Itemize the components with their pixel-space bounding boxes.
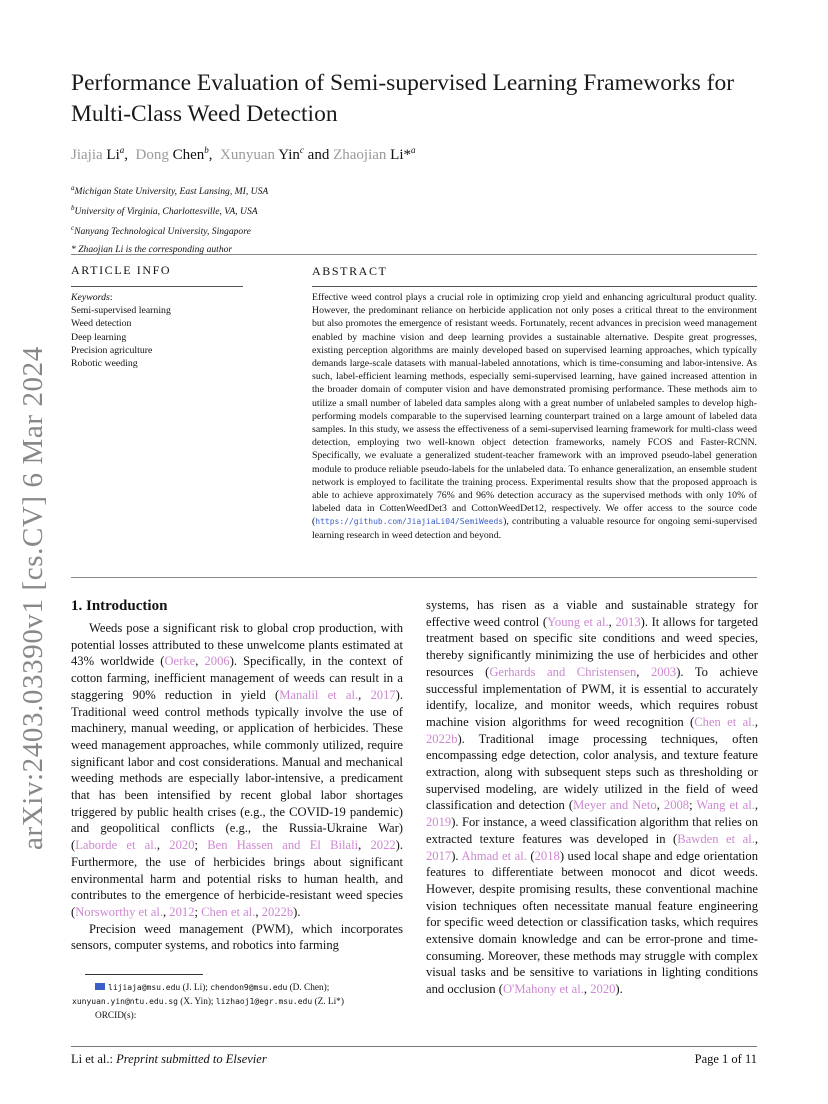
email-3[interactable]: xunyuan.yin@ntu.edu.sg [72, 997, 178, 1007]
abstract-tail: ), contributing a valuable resource for ongoing semi-supervised learning research in weed detection and beyond. [312, 516, 757, 541]
email-icon [95, 983, 105, 990]
body-text: , [754, 831, 759, 846]
body-text: , [156, 838, 170, 853]
keyword-item: Robotic weeding [71, 358, 138, 370]
body-text: , [163, 904, 170, 919]
citation-link[interactable]: Ahmad et al. [461, 848, 527, 863]
footer-divider [71, 1046, 757, 1047]
right-column [426, 597, 758, 998]
citation-link[interactable]: 2008 [663, 798, 690, 813]
citation-link[interactable]: 2006 [204, 654, 230, 669]
paper-title [71, 68, 761, 130]
intro-paragraph-2: Precision weed management (PWM), which incorporates sensors, computer systems, and robotics into farming [71, 921, 403, 953]
author-2[interactable]: Dong Chen$^b$ [135, 145, 209, 163]
body-text: systems, has risen as a viable and sustainable strategy for effective weed control ( [426, 598, 758, 629]
citation-link[interactable]: 2017 [370, 687, 396, 702]
keyword-item: Semi-supervised learning [71, 305, 171, 317]
arxiv-stamp [0, 300, 60, 860]
header-divider [71, 254, 757, 255]
citation-link[interactable]: 2017 [426, 848, 452, 863]
citation-link[interactable]: Manalil et al. [279, 687, 359, 702]
citation-link[interactable]: 2013 [615, 614, 641, 629]
author-3[interactable]: Xunyuan Yin$^c$ [220, 145, 304, 163]
author-list: Jiajia Li$^a$, Dong Chen$^b$, Xunyuan Yin$^c$ and Zhaojian Li*$^a$ [71, 145, 416, 163]
article-info-heading: ARTICLE INFO [71, 263, 172, 277]
running-head: Li et al.: Preprint submitted to Elsevier [71, 1052, 267, 1066]
citation-link[interactable]: Ben Hassen and El Bilali [207, 838, 359, 853]
citation-link[interactable]: 2022b [426, 731, 458, 746]
abstract-rule [312, 286, 757, 287]
citation-link[interactable]: 2022 [370, 838, 396, 853]
body-text: ). [615, 982, 623, 997]
keyword-item: Precision agriculture [71, 344, 153, 356]
orcid-label: ORCID(s): [95, 1010, 137, 1021]
abstract-body: Effective weed control plays a crucial role in optimizing crop yield and enhancing agricultural product quality. However, the predominant reliance on herbicide application not only poses a critical threat to the environment but also promotes the emergence of resistant weeds. Fortunately, recent advances in precision weed management enabled by machine vision and deep learning provides a sustainable alternative. Despite great progresses, existing perception algorithms are mainly developed based on supervised learning approaches, which typically demands large-scale datasets with manual-labeled annotations, which is time-consuming and labor-intensive. As such, label-efficient learning methods, especially semi-supervised learning, have gained increased attention in the broader domain of computer vision and have demonstrated promising performance. These methods aim to utilize a small number of labeled data samples along with a great number of unlabeled samples to develop high-performing models comparable to the supervised learning counterpart trained on a large amount of labeled data samples. In this study, we assess the effectiveness of a semi-supervised learning framework for multi-class weed detection, employing two well-known object detection frameworks, namely FCOS and Faster-RCNN. Specifically, we evaluate a generalized student-teacher framework with an improved pseudo-label generation module to produce reliable pseudo-labels for the unlabeled data. To enhance generalization, an ensemble student network is employed to facilitate the training process. Experimental results show that the proposed approach is able to achieve approximately 76% and 96% detection accuracy as the supervised methods with only 10% of labeled data in CottenWeedDet3 and CottonWeedDet12, respectively. We offer access to the source code ( [312, 292, 757, 528]
citation-link[interactable]: 2022b [261, 904, 294, 919]
body-text: , [656, 798, 664, 813]
affiliation-c: $^c$Nanyang Technological University, Singapore [71, 224, 251, 238]
title-line-1: Performance Evaluation of Semi-supervised Learning Frameworks for [71, 70, 735, 96]
body-text: ) used local shape and edge orientation features to differentiate between monocot and dicot weeds. However, despite promising results, these conventional machine vision techniques often necessitate manual feature engineering for specific weed detection or classification tasks, which requires extensive domain knowledge and can be error-prone and time-consuming. Moreover, these methods may struggle with complex visual tasks and be sensitive to variations in lighting conditions and occlusion ( [426, 848, 759, 997]
author-4[interactable]: Zhaojian Li*$^a$ [333, 145, 416, 163]
source-code-link[interactable]: https://github.com/JiajiaLi04/SemiWeeds [315, 517, 504, 527]
keywords-label: Keywords [71, 292, 110, 303]
author-1[interactable]: Jiajia Li$^a$ [71, 145, 125, 163]
corresponding-note: * Zhaojian Li is the corresponding author [71, 243, 233, 255]
body-text: ). Specifically, in the context of cotton farming, inefficient management of weeds can result in a staggering 90% reduction in yield ( [71, 654, 403, 702]
body-text: ). Traditional image processing techniques, often encompassing edge detection, color analysis, and texture feature extraction, along with subsequent steps such as thresholding or supervised modeling, are widely utilized in the field of weed classification and detection ( [426, 731, 758, 813]
keywords-block: Keywords: Semi-supervised learning Weed detection Deep learning Precision agriculture Robotic weeding [71, 292, 171, 370]
body-text: ; [689, 798, 697, 813]
body-text: ). For instance, a weed classification algorithm that relies on extracted texture features was developed in ( [426, 815, 758, 846]
affiliation-a: $^a$Michigan State University, East Lansing, MI, USA [71, 184, 269, 198]
body-text: , [358, 838, 371, 853]
footnote-divider [85, 974, 203, 975]
body-text: ; [194, 904, 202, 919]
citation-link[interactable]: Laborde et al. [75, 838, 157, 853]
affiliation-b: $^b$University of Virginia, Charlottesville, VA, USA [71, 204, 258, 218]
body-text: , [358, 687, 371, 702]
body-text: ). Traditional weed control methods typically involve the use of machinery, manual weeding, or application of herbicides. These weed management approaches, while commonly utilized, require significant labor and cost considerations. Manual and mechanical weeding methods are especially labor-intensive, a predicament that has been intensified by recent global labor shortages triggered by public health crises (e.g., the COVID-19 pandemic) and geopolitical conflicts (e.g., the Russia-Ukraine War) ( [71, 687, 403, 853]
article-info-rule [71, 286, 243, 287]
keyword-item: Weed detection [71, 318, 132, 330]
citation-link[interactable]: 2003 [651, 664, 677, 679]
email-1[interactable]: lijiaja@msu.edu [108, 983, 181, 992]
body-text: , [608, 614, 616, 629]
and-word: and [307, 147, 330, 163]
body-text: , [255, 904, 262, 919]
citation-link[interactable]: Chen et al. [201, 904, 256, 919]
citation-link[interactable]: Young et al. [547, 614, 609, 629]
body-text: ). To achieve successful implementation of PWM, it is essential to accurately identify, localize, and monitor weeds, which requires robust machine vision algorithms for weed recognition ( [426, 664, 758, 729]
arxiv-stamp-text: arXiv:2403.03390v1 [cs.CV] 6 Mar 2024 [17, 346, 49, 850]
body-text: , [754, 798, 759, 813]
citation-link[interactable]: 2020 [590, 982, 616, 997]
citation-link[interactable]: 2018 [534, 848, 560, 863]
title-line-2: Multi-Class Weed Detection [71, 101, 338, 127]
citation-link[interactable]: Norsworthy et al. [75, 904, 163, 919]
citation-link[interactable]: Meyer and Neto [573, 798, 657, 813]
abstract-heading: ABSTRACT [312, 264, 388, 278]
citation-link[interactable]: Gerhards and Christensen [489, 664, 637, 679]
citation-link[interactable]: 2019 [426, 815, 452, 830]
email-4[interactable]: lizhaoj1@egr.msu.edu [215, 997, 313, 1007]
abstract-bottom-divider [71, 577, 757, 578]
footnote: lijiaja@msu.edu (J. Li); chendon9@msu.edu (D. Chen); xunyuan.yin@ntu.edu.sg (X. Yin); lizhaoj1@egr.msu.edu (Z. Li*) ORCID(s): [95, 981, 415, 1023]
keyword-item: Deep learning [71, 331, 127, 343]
citation-link[interactable]: Wang et al. [696, 798, 755, 813]
citation-link[interactable]: 2020 [169, 838, 195, 853]
intro-paragraph-1 [71, 620, 403, 921]
citation-link[interactable]: Chen et al. [694, 714, 755, 729]
left-column [71, 597, 403, 954]
body-text: ( [526, 848, 535, 863]
body-text: ). [293, 904, 301, 919]
body-text: Weeds pose a significant risk to global crop production, with potential losses attributed to these unwelcome plants estimated at 43% worldwide ( [71, 621, 403, 669]
body-text: ; [194, 838, 208, 853]
affiliations [71, 180, 268, 258]
citation-link[interactable]: O'Mahony et al. [502, 982, 584, 997]
citation-link[interactable]: 2012 [169, 904, 195, 919]
body-text: , [636, 664, 651, 679]
body-text: ). Furthermore, the use of herbicides brings about significant environmental harm and potential risks to human health, and contributes to the emergence of herbicide-resistant weed species ( [71, 838, 403, 919]
body-text: , [754, 714, 758, 729]
body-text: ). [451, 848, 462, 863]
citation-link[interactable]: Bawden et al. [677, 831, 755, 846]
citation-link[interactable]: Oerke [164, 654, 196, 669]
intro-paragraph-continued [426, 597, 758, 998]
body-text: , [583, 982, 591, 997]
abstract-text [312, 291, 757, 542]
page-number: Page 1 of 11 [694, 1052, 757, 1066]
body-text: , [195, 654, 205, 669]
email-2[interactable]: chendon9@msu.edu [210, 983, 288, 992]
section-heading: 1. Introduction [71, 598, 168, 614]
body-text: ). It allows for targeted treatment based on specific site conditions and weed species, thereby significantly minimizing the use of herbicides and other resources ( [426, 614, 758, 679]
